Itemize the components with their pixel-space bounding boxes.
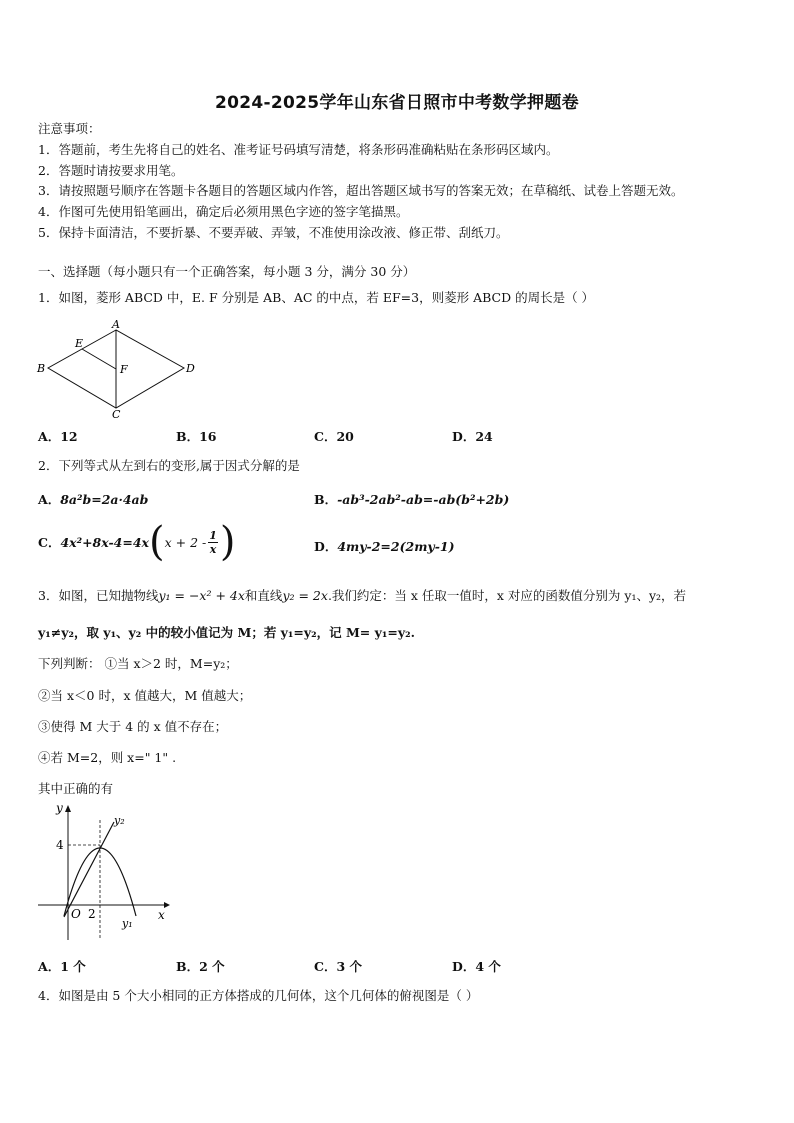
q3-y1-expr: y₁ = −x² + 4x <box>158 588 245 603</box>
label-a: A <box>112 318 120 331</box>
left-paren: ( <box>149 519 165 565</box>
q3-option-b[interactable]: B．2 个 <box>176 959 225 974</box>
right-paren: ) <box>219 519 236 565</box>
question-2-stem: 2．下列等式从左到右的变形,属于因式分解的是 <box>38 458 300 473</box>
question-1-stem: 1．如图，菱形 ABCD 中，E. F 分别是 AB、AC 的中点，若 EF=3，则菱形 ABCD 的周长是（ ） <box>38 290 595 305</box>
q3-y2-expr: y₂ = 2x <box>282 588 328 603</box>
q2-option-b[interactable] <box>314 490 509 508</box>
q2-option-a-expr: 8a²b=2a·4ab <box>60 492 149 507</box>
label-f: F <box>120 363 128 376</box>
question-3-judge: 下列判断： ①当 x＞2 时，M=y₂； <box>38 656 238 671</box>
tick-2-label: 2 <box>88 907 96 921</box>
parabola-graph <box>34 800 174 948</box>
question-3-statement-2: ②当 x＜0 时，x 值越大，M 值越大； <box>38 688 252 703</box>
question-3-statement-3: ③使得 M 大于 4 的 x 值不存在； <box>38 719 228 734</box>
label-c: C <box>112 408 121 418</box>
q1-option-b[interactable]: B．16 <box>176 429 217 444</box>
notice-item-2: 2．答题时请按要求用笔。 <box>38 163 184 178</box>
fraction-numerator: 1 <box>209 528 217 542</box>
fraction-denominator: x <box>209 542 217 556</box>
notice-heading: 注意事项： <box>38 121 101 136</box>
q2-option-b-prefix: B． <box>314 492 338 507</box>
q1-option-d[interactable]: D．24 <box>452 429 493 444</box>
section-heading: 一、选择题（每小题只有一个正确答案，每小题 3 分，满分 30 分） <box>38 264 416 279</box>
question-3-line-2: y₁≠y₂，取 y₁、y₂ 中的较小值记为 M；若 y₁=y₂，记 M= y₁=y₂. <box>38 625 415 640</box>
q1-option-c[interactable]: C．20 <box>314 429 354 444</box>
notice-item-5: 5．保持卡面清洁，不要折暴、不要弄破、弄皱，不准使用涂改液、修正带、刮纸刀。 <box>38 225 509 240</box>
q2-option-c-lhs: 4x²+8x-4=4x <box>60 534 149 550</box>
q2-option-a-prefix: A． <box>38 492 61 507</box>
segment-ef <box>82 349 116 369</box>
q3-stem-b: 和直线 <box>244 588 283 603</box>
x-axis-label: x <box>158 908 165 922</box>
x-axis-arrow <box>164 902 170 908</box>
question-3-stem <box>38 588 686 604</box>
q3-stem-c: .我们约定：当 x 任取一值时，x 对应的函数值分别为 y₁、y₂，若 <box>327 588 687 603</box>
q3-option-d[interactable]: D．4 个 <box>452 959 501 974</box>
q2-option-b-expr: -ab³-2ab²-ab=-ab(b²+2b) <box>337 492 510 507</box>
y-axis-arrow <box>65 805 71 812</box>
fraction <box>208 529 218 556</box>
y1-label: y₁ <box>122 917 133 930</box>
y2-label: y₂ <box>114 814 125 827</box>
notice-item-1: 1．答题前，考生先将自己的姓名、准考证号码填写清楚，将条形码准确粘贴在条形码区域内。 <box>38 142 559 157</box>
label-b: B <box>37 362 46 375</box>
question-3-statement-4: ④若 M=2，则 x=" 1" . <box>38 750 177 765</box>
q2-option-c-prefix: C． <box>38 535 61 550</box>
q2-option-a[interactable] <box>38 490 148 508</box>
q1-option-a[interactable]: A．12 <box>38 429 78 444</box>
line-y2 <box>64 822 114 917</box>
q2-option-c-inner: x + 2 - <box>164 534 207 550</box>
y-axis-label: y <box>56 801 63 815</box>
tick-4-label: 4 <box>56 838 64 852</box>
q3-stem-a: 3．如图，已知抛物线 <box>38 588 159 603</box>
q2-option-c[interactable] <box>38 520 236 564</box>
q2-option-d-prefix: D． <box>314 539 338 554</box>
notice-item-3: 3．请按照题号顺序在答题卡各题目的答题区域内作答，超出答题区域书写的答案无效；在草稿纸、试卷上答题无效。 <box>38 183 684 198</box>
rhombus-figure <box>36 318 196 418</box>
q2-option-d-expr: 4my-2=2(2my-1) <box>337 539 455 554</box>
origin-label: O <box>71 907 81 921</box>
label-e: E <box>75 337 84 350</box>
notice-item-4: 4．作图可先使用铅笔画出，确定后必须用黑色字迹的签字笔描黑。 <box>38 204 409 219</box>
page-title: 2024-2025学年山东省日照市中考数学押题卷 <box>215 93 579 113</box>
question-3-correct-prompt: 其中正确的有 <box>38 781 114 796</box>
q3-option-c[interactable]: C．3 个 <box>314 959 362 974</box>
label-d: D <box>186 362 195 375</box>
q3-option-a[interactable]: A．1 个 <box>38 959 86 974</box>
question-4-stem: 4．如图是由 5 个大小相同的正方体搭成的几何体，这个几何体的俯视图是（ ） <box>38 988 479 1003</box>
q2-option-d[interactable] <box>314 537 455 555</box>
